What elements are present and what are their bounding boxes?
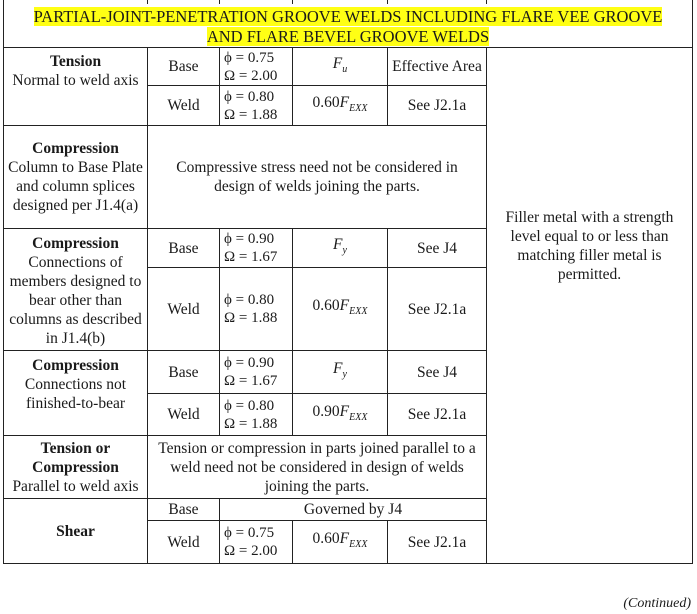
- comp-bear-description: Connections of members designed to bear other than columns as described in J1.4(b): [9, 254, 142, 347]
- comp-base-plate-label-cell: [4, 126, 148, 229]
- tension-base-label: Base: [148, 48, 220, 86]
- tension-base-phi: ϕ = 0.75: [224, 49, 275, 66]
- comp-not-finished-weld-phi: ϕ = 0.80: [224, 397, 275, 414]
- shear-label-cell: [4, 499, 148, 564]
- comp-base-plate-note: Compressive stress need not be considered in design of welds joining the parts.: [148, 126, 487, 229]
- comp-bear-weld-area: See J2.1a: [388, 268, 487, 351]
- header-line-2: AND FLARE BEVEL GROOVE WELDS: [206, 27, 490, 46]
- tension-weld-area: See J2.1a: [388, 86, 487, 126]
- comp-not-finished-weld-omega: Ω = 1.88: [224, 415, 278, 432]
- comp-bear-label-cell: [4, 229, 148, 351]
- shear-base-governed: Governed by J4: [220, 499, 487, 521]
- shear-weld-label: Weld: [148, 521, 220, 564]
- comp-bear-title: Compression: [32, 235, 119, 252]
- weld-strength-table-wrapper: [3, 0, 692, 564]
- tension-base-factors: [220, 48, 293, 86]
- comp-bear-weld-phi: ϕ = 0.80: [224, 292, 275, 308]
- shear-base-label: Base: [148, 499, 220, 521]
- tension-normal-label-cell: [4, 48, 148, 126]
- shear-weld-phi: ϕ = 0.75: [224, 525, 275, 541]
- comp-bear-base-strength: $F_y$: [293, 229, 388, 268]
- tension-weld-factors: [220, 86, 293, 126]
- tension-description: Normal to weld axis: [12, 72, 139, 89]
- tension-or-comp-label-cell: [4, 436, 148, 499]
- comp-not-finished-title: Compression: [32, 357, 119, 374]
- comp-bear-weld-strength: $0.60F_{EXX}$: [293, 268, 388, 351]
- comp-not-finished-base-omega: Ω = 1.67: [224, 373, 278, 389]
- comp-bear-base-area: See J4: [388, 229, 487, 268]
- comp-base-plate-title: Compression: [32, 140, 119, 157]
- comp-not-finished-weld-strength: $0.90F_{EXX}$: [293, 394, 388, 436]
- comp-bear-weld-omega: Ω = 1.88: [224, 310, 278, 326]
- tension-title: Tension: [49, 53, 102, 70]
- table-section-header: [4, 0, 693, 48]
- shear-weld-area: See J2.1a: [388, 521, 487, 564]
- filler-metal-note: Filler metal with a strength level equal to or less than matching filler metal is permitted.: [487, 48, 693, 564]
- tension-weld-strength: $0.60F_{EXX}$: [293, 86, 388, 126]
- tension-or-comp-title-2: Compression: [32, 458, 119, 476]
- comp-bear-base-label: Base: [148, 229, 220, 268]
- header-line-1: PARTIAL-JOINT-PENETRATION GROOVE WELDS INCLUDING FLARE VEE GROOVE: [33, 7, 663, 26]
- comp-not-finished-weld-area: See J2.1a: [388, 394, 487, 436]
- comp-not-finished-base-label: Base: [148, 351, 220, 394]
- comp-not-finished-weld-factors: [220, 394, 293, 436]
- tension-base-omega: Ω = 2.00: [224, 67, 278, 84]
- weld-strength-table: [3, 0, 693, 564]
- comp-bear-base-factors: [220, 229, 293, 268]
- tension-base-strength: $F_u$: [293, 48, 388, 86]
- comp-not-finished-base-strength: $F_y$: [293, 351, 388, 394]
- tension-weld-label: Weld: [148, 86, 220, 126]
- comp-bear-weld-label: Weld: [148, 268, 220, 351]
- shear-weld-strength: $0.60F_{EXX}$: [293, 521, 388, 564]
- shear-weld-omega: Ω = 2.00: [224, 543, 278, 559]
- comp-bear-base-phi: ϕ = 0.90: [224, 231, 275, 247]
- comp-not-finished-base-phi: ϕ = 0.90: [224, 355, 275, 371]
- tension-weld-omega: Ω = 1.88: [224, 106, 278, 123]
- comp-not-finished-weld-label: Weld: [148, 394, 220, 436]
- tension-or-comp-title-1: Tension or: [40, 439, 111, 457]
- shear-weld-factors: [220, 521, 293, 564]
- comp-bear-base-omega: Ω = 1.67: [224, 249, 278, 265]
- tension-or-comp-description: Parallel to weld axis: [12, 477, 139, 495]
- comp-not-finished-base-factors: [220, 351, 293, 394]
- tension-or-comp-note: Tension or compression in parts joined parallel to a weld need not be considered in design of welds joining the parts.: [148, 436, 487, 499]
- comp-not-finished-label-cell: [4, 351, 148, 436]
- tension-weld-phi: ϕ = 0.80: [224, 88, 275, 105]
- comp-not-finished-description: Connections not finished-to-bear: [24, 376, 127, 412]
- comp-base-plate-description: Column to Base Plate and column splices designed per J1.4(a): [8, 159, 143, 214]
- continued-label: (Continued): [623, 596, 691, 611]
- shear-title: Shear: [56, 522, 95, 540]
- comp-not-finished-base-area: See J4: [388, 351, 487, 394]
- tension-base-area: Effective Area: [388, 48, 487, 86]
- comp-bear-weld-factors: [220, 268, 293, 351]
